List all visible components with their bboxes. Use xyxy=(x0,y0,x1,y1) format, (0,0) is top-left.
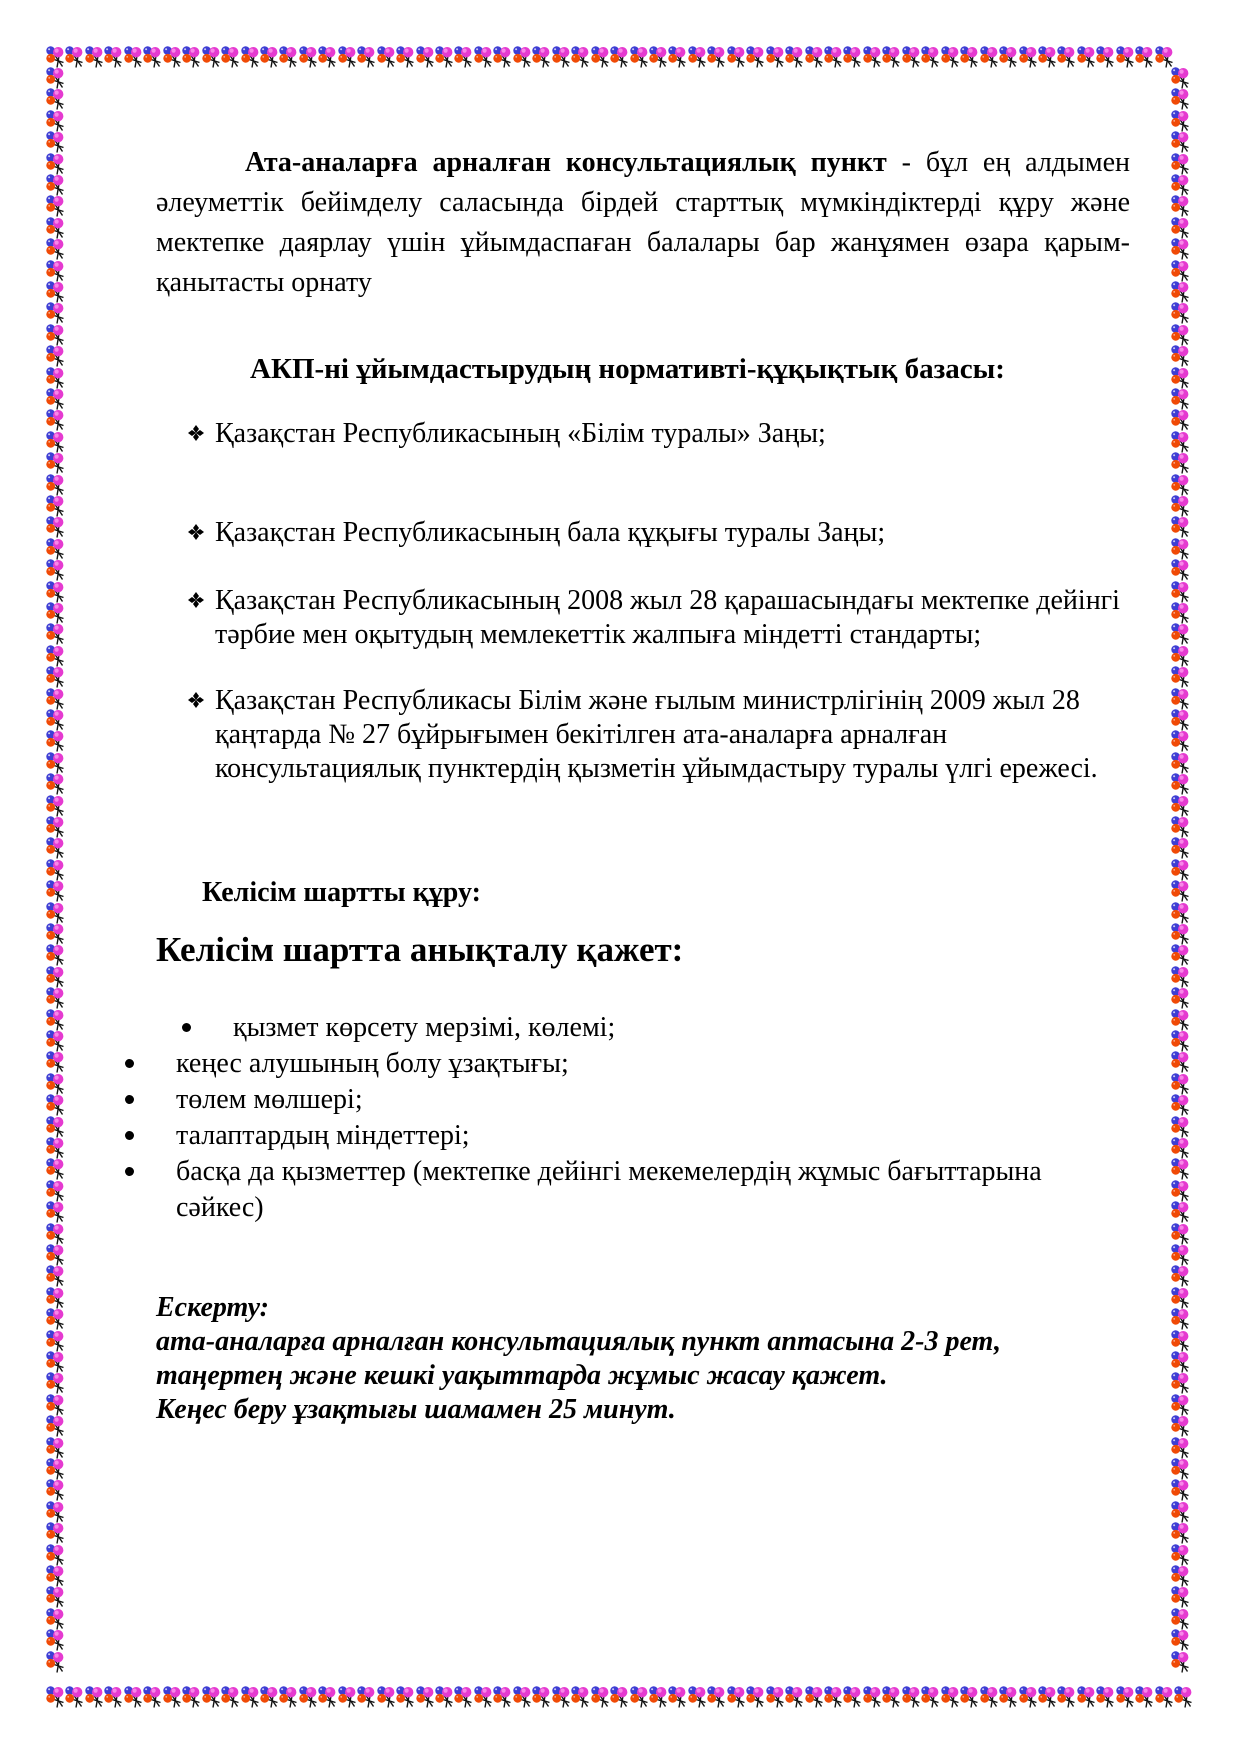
balloons-icon xyxy=(123,1686,146,1709)
balloons-icon xyxy=(1170,1629,1193,1652)
balloons-icon xyxy=(123,46,146,69)
balloons-icon xyxy=(1170,730,1193,753)
balloons-icon xyxy=(45,816,68,839)
balloons-icon xyxy=(45,302,68,325)
balloons-icon xyxy=(1170,816,1193,839)
balloons-icon xyxy=(45,923,68,946)
balloons-icon xyxy=(45,238,68,261)
intro-lead-bold: Ата-аналарға арналған консультациялық пункт xyxy=(245,147,887,178)
balloons-icon xyxy=(1037,1686,1060,1709)
balloons-icon xyxy=(45,345,68,368)
balloons-icon xyxy=(45,1686,68,1709)
balloons-icon xyxy=(1170,1116,1193,1139)
balloons-icon xyxy=(45,110,68,133)
balloons-icon xyxy=(45,837,68,860)
balloons-icon xyxy=(45,1308,68,1331)
balloons-icon xyxy=(45,452,68,475)
balloons-icon xyxy=(45,666,68,689)
list-item xyxy=(188,417,1130,451)
balloons-icon xyxy=(1154,46,1177,69)
balloons-icon xyxy=(45,409,68,432)
balloons-icon xyxy=(1170,1394,1193,1417)
list-item-text: Қазақстан Республикасының бала құқығы туралы Заңы; xyxy=(215,517,886,548)
balloons-icon xyxy=(629,1686,652,1709)
balloons-icon xyxy=(45,1287,68,1310)
balloons-icon xyxy=(687,1686,710,1709)
balloons-icon xyxy=(1170,88,1193,111)
balloons-icon xyxy=(1170,1565,1193,1588)
balloons-icon xyxy=(1170,645,1193,668)
balloons-icon xyxy=(45,795,68,818)
balloons-icon xyxy=(45,602,68,625)
balloons-icon xyxy=(823,1686,846,1709)
balloons-icon xyxy=(1170,602,1193,625)
balloons-icon xyxy=(45,1330,68,1353)
diamond-bullet-icon xyxy=(188,684,215,708)
balloons-icon xyxy=(1170,1073,1193,1096)
balloons-icon xyxy=(45,1437,68,1460)
balloons-icon xyxy=(1170,1501,1193,1524)
balloons-icon xyxy=(45,645,68,668)
balloons-icon xyxy=(45,859,68,882)
balloons-icon xyxy=(220,1686,243,1709)
intro-paragraph xyxy=(156,28,1130,303)
dot-bullet-icon xyxy=(125,1095,134,1104)
balloons-icon xyxy=(64,1686,87,1709)
balloons-icon xyxy=(45,1458,68,1481)
balloons-icon xyxy=(1170,345,1193,368)
balloons-icon xyxy=(1170,452,1193,475)
balloons-icon xyxy=(356,1686,379,1709)
balloons-icon xyxy=(1170,1372,1193,1395)
list-item-text: Қазақстан Республикасының 2008 жыл 28 қарашасындағы мектепке дейінгі тәрбие мен оқытудың мемлекеттік жалпыға міндетті стандарты; xyxy=(215,585,1120,650)
balloons-icon xyxy=(1154,1686,1177,1709)
balloons-icon xyxy=(1170,1287,1193,1310)
balloons-icon xyxy=(45,559,68,582)
balloons-icon xyxy=(45,1265,68,1288)
balloons-icon xyxy=(84,46,107,69)
dot-bullet-icon xyxy=(125,1059,134,1068)
list-item-text: Қазақстан Республикасы Білім және ғылым министрлігінің 2009 жыл 28 қаңтарда № 27 бұйрығымен бекітілген ата-аналарға арналған консультациялық пунктердің қызметін ұйымдастыру туралы үлгі ережесі. xyxy=(215,685,1098,784)
list-item-text: Қазақстан Республикасының «Білім туралы» Заңы; xyxy=(215,418,826,449)
balloons-icon xyxy=(901,1686,924,1709)
balloons-icon xyxy=(842,1686,865,1709)
balloons-icon xyxy=(45,217,68,240)
balloons-icon xyxy=(415,1686,438,1709)
balloons-icon xyxy=(1170,302,1193,325)
balloons-icon xyxy=(1170,495,1193,518)
contract-subheading: Келісім шартты құру: xyxy=(202,877,481,908)
dot-bullet-icon xyxy=(125,1131,134,1140)
balloons-icon xyxy=(862,1686,885,1709)
balloons-icon xyxy=(726,1686,749,1709)
legal-section-heading: АКП-ні ұйымдастырудың нормативті-құқықтық базасы: xyxy=(250,353,1005,385)
balloons-icon xyxy=(765,1686,788,1709)
balloons-icon xyxy=(45,174,68,197)
balloons-icon xyxy=(551,1686,574,1709)
balloons-icon xyxy=(609,1686,632,1709)
balloons-icon xyxy=(45,1223,68,1246)
balloons-icon xyxy=(1170,859,1193,882)
balloons-icon xyxy=(570,1686,593,1709)
contract-heading: Келісім шартта анықталу қажет: xyxy=(156,930,684,969)
balloons-icon xyxy=(45,1608,68,1631)
balloons-icon xyxy=(1170,260,1193,283)
list-item xyxy=(125,1118,1130,1154)
balloons-icon xyxy=(1018,1686,1041,1709)
balloons-icon xyxy=(45,1244,68,1267)
balloons-icon xyxy=(979,1686,1002,1709)
document-content xyxy=(156,0,1130,1427)
balloons-icon xyxy=(45,1116,68,1139)
list-item xyxy=(125,1154,1130,1226)
balloons-icon xyxy=(259,1686,282,1709)
balloons-icon xyxy=(45,495,68,518)
balloons-icon xyxy=(1170,324,1193,347)
balloons-icon xyxy=(1170,238,1193,261)
balloons-icon xyxy=(45,966,68,989)
balloons-icon xyxy=(142,1686,165,1709)
balloons-icon xyxy=(1170,153,1193,176)
balloons-icon xyxy=(1170,795,1193,818)
balloons-icon xyxy=(1170,902,1193,925)
balloons-icon xyxy=(1170,1437,1193,1460)
balloons-icon xyxy=(1170,1308,1193,1331)
balloons-icon xyxy=(45,1586,68,1609)
balloons-icon xyxy=(1173,1686,1196,1709)
balloons-icon xyxy=(1170,559,1193,582)
balloons-icon xyxy=(317,1686,340,1709)
balloons-icon xyxy=(45,1629,68,1652)
balloons-icon xyxy=(103,1686,126,1709)
balloons-icon xyxy=(1170,1351,1193,1374)
contract-list xyxy=(125,1010,1130,1226)
balloons-icon xyxy=(45,1372,68,1395)
balloons-icon xyxy=(1170,1030,1193,1053)
balloons-icon xyxy=(1170,944,1193,967)
balloons-icon xyxy=(590,1686,613,1709)
balloons-icon xyxy=(45,1180,68,1203)
balloons-icon xyxy=(45,581,68,604)
balloons-icon xyxy=(45,1501,68,1524)
balloons-icon xyxy=(1170,987,1193,1010)
balloons-icon xyxy=(1170,1051,1193,1074)
balloons-icon xyxy=(45,1522,68,1545)
balloons-icon xyxy=(45,1651,68,1674)
intro-text: - бұл ең алдымен әлеуметтік бейімделу саласында бірдей старттық мүмкіндіктерді құру және мектепке даярлау үшін ұйымдаспаған балалары бар жанұямен өзара қарым-қанытасты орнату xyxy=(156,147,1131,298)
balloons-icon xyxy=(45,944,68,967)
balloons-icon xyxy=(45,153,68,176)
balloons-icon xyxy=(648,1686,671,1709)
balloons-icon xyxy=(1134,1686,1157,1709)
balloons-icon xyxy=(45,987,68,1010)
balloons-icon xyxy=(959,1686,982,1709)
balloons-icon xyxy=(45,195,68,218)
balloons-icon xyxy=(1170,752,1193,775)
balloons-icon xyxy=(45,67,68,90)
dot-bullet-icon xyxy=(125,1167,134,1176)
balloons-icon xyxy=(45,752,68,775)
list-item xyxy=(188,584,1130,652)
balloons-icon xyxy=(1170,1586,1193,1609)
balloons-icon xyxy=(45,1394,68,1417)
balloons-icon xyxy=(1170,217,1193,240)
balloons-icon xyxy=(1170,581,1193,604)
balloons-icon xyxy=(45,538,68,561)
balloons-icon xyxy=(667,1686,690,1709)
balloons-icon xyxy=(45,688,68,711)
balloons-icon xyxy=(531,1686,554,1709)
balloons-icon xyxy=(998,1686,1021,1709)
balloons-icon xyxy=(45,260,68,283)
list-item xyxy=(188,516,1130,550)
balloons-icon xyxy=(881,1686,904,1709)
balloons-icon xyxy=(45,773,68,796)
balloons-icon xyxy=(1076,1686,1099,1709)
balloons-icon xyxy=(45,474,68,497)
balloons-icon xyxy=(45,1201,68,1224)
balloons-icon xyxy=(1134,46,1157,69)
list-item xyxy=(182,1010,1130,1046)
balloons-icon xyxy=(45,880,68,903)
balloons-icon xyxy=(512,1686,535,1709)
balloons-icon xyxy=(1170,923,1193,946)
list-item xyxy=(125,1046,1130,1082)
balloons-icon xyxy=(1115,1686,1138,1709)
list-item-text: төлем мөлшері; xyxy=(176,1084,363,1115)
diamond-bullet-icon xyxy=(188,516,215,540)
balloons-icon xyxy=(920,1686,943,1709)
balloons-icon xyxy=(940,1686,963,1709)
balloons-icon xyxy=(45,1051,68,1074)
balloons-icon xyxy=(45,88,68,111)
balloons-icon xyxy=(1170,1180,1193,1203)
balloons-icon xyxy=(45,1137,68,1160)
balloons-icon xyxy=(1170,709,1193,732)
balloons-icon xyxy=(376,1686,399,1709)
balloons-icon xyxy=(45,1073,68,1096)
balloons-icon xyxy=(84,1686,107,1709)
balloons-icon xyxy=(1170,623,1193,646)
balloons-icon xyxy=(1170,1415,1193,1438)
balloons-icon xyxy=(1170,688,1193,711)
list-item-text: басқа да қызметтер (мектепке дейінгі мекемелердің жұмыс бағыттарына сәйкес) xyxy=(176,1156,1042,1223)
balloons-icon xyxy=(1170,1158,1193,1181)
legal-list xyxy=(156,417,1130,786)
balloons-icon xyxy=(45,1009,68,1032)
balloons-icon xyxy=(45,1544,68,1567)
balloons-icon xyxy=(298,1686,321,1709)
balloons-icon xyxy=(45,367,68,390)
balloons-icon xyxy=(1170,174,1193,197)
balloons-icon xyxy=(1170,773,1193,796)
balloons-icon xyxy=(45,516,68,539)
list-item xyxy=(125,1082,1130,1118)
balloons-icon xyxy=(1170,474,1193,497)
balloons-icon xyxy=(1170,1265,1193,1288)
balloons-icon xyxy=(1170,388,1193,411)
balloons-icon xyxy=(45,1030,68,1053)
balloons-icon xyxy=(45,623,68,646)
balloons-icon xyxy=(1170,1223,1193,1246)
balloons-icon xyxy=(45,131,68,154)
balloons-icon xyxy=(1170,1094,1193,1117)
balloons-icon xyxy=(1170,1522,1193,1545)
balloons-icon xyxy=(1170,666,1193,689)
note-line: Кеңес беру ұзақтығы шамамен 25 минут. xyxy=(156,1394,676,1425)
balloons-icon xyxy=(1170,1651,1193,1674)
balloons-icon xyxy=(45,1479,68,1502)
balloons-icon xyxy=(453,1686,476,1709)
balloons-icon xyxy=(1170,367,1193,390)
balloons-icon xyxy=(784,1686,807,1709)
balloons-icon xyxy=(45,281,68,304)
list-item-text: талаптардың міндеттері; xyxy=(176,1120,470,1151)
balloons-icon xyxy=(473,1686,496,1709)
balloons-icon xyxy=(1170,67,1193,90)
balloons-icon xyxy=(1170,1009,1193,1032)
balloons-icon xyxy=(45,730,68,753)
balloons-icon xyxy=(201,1686,224,1709)
list-item xyxy=(188,684,1130,786)
balloons-icon xyxy=(1170,1544,1193,1567)
balloons-icon xyxy=(181,1686,204,1709)
diamond-bullet-icon xyxy=(188,584,215,608)
balloons-icon xyxy=(1056,1686,1079,1709)
balloons-icon xyxy=(45,46,68,69)
balloons-icon xyxy=(45,388,68,411)
note-title: Ескерту: xyxy=(156,1292,269,1323)
balloons-icon xyxy=(337,1686,360,1709)
balloons-icon xyxy=(45,1565,68,1588)
balloons-icon xyxy=(1170,880,1193,903)
balloons-icon xyxy=(1170,131,1193,154)
balloons-icon xyxy=(45,431,68,454)
balloons-icon xyxy=(278,1686,301,1709)
balloons-icon xyxy=(804,1686,827,1709)
list-item-text: кеңес алушының болу ұзақтығы; xyxy=(176,1048,569,1079)
balloons-icon xyxy=(1170,1458,1193,1481)
note-block xyxy=(156,1291,1130,1427)
balloons-icon xyxy=(103,46,126,69)
balloons-icon xyxy=(1170,1479,1193,1502)
balloons-icon xyxy=(45,1351,68,1374)
balloons-icon xyxy=(45,1094,68,1117)
balloons-icon xyxy=(45,902,68,925)
balloons-icon xyxy=(1170,409,1193,432)
balloons-icon xyxy=(45,324,68,347)
balloons-icon xyxy=(1170,538,1193,561)
balloons-icon xyxy=(1170,1330,1193,1353)
balloons-icon xyxy=(395,1686,418,1709)
balloons-icon xyxy=(1170,516,1193,539)
balloons-icon xyxy=(162,1686,185,1709)
balloons-icon xyxy=(706,1686,729,1709)
diamond-bullet-icon xyxy=(188,417,215,441)
list-item-text: қызмет көрсету мерзімі, көлемі; xyxy=(233,1012,616,1043)
balloons-icon xyxy=(1170,966,1193,989)
balloons-icon xyxy=(1170,1137,1193,1160)
balloons-icon xyxy=(64,46,87,69)
balloons-icon xyxy=(1095,1686,1118,1709)
balloons-icon xyxy=(1170,281,1193,304)
balloons-icon xyxy=(745,1686,768,1709)
balloons-icon xyxy=(492,1686,515,1709)
note-line: таңертең және кешкі уақыттарда жұмыс жасау қажет. xyxy=(156,1360,888,1391)
balloons-icon xyxy=(45,1415,68,1438)
balloons-icon xyxy=(45,709,68,732)
balloons-icon xyxy=(1170,195,1193,218)
balloons-icon xyxy=(45,1158,68,1181)
dot-bullet-icon xyxy=(182,1023,191,1032)
note-line: ата-аналарға арналған консультациялық пункт аптасына 2-3 рет, xyxy=(156,1326,1001,1357)
balloons-icon xyxy=(1170,110,1193,133)
balloons-icon xyxy=(1170,431,1193,454)
balloons-icon xyxy=(1170,837,1193,860)
balloons-icon xyxy=(434,1686,457,1709)
balloons-icon xyxy=(240,1686,263,1709)
balloons-icon xyxy=(1170,1201,1193,1224)
balloons-icon xyxy=(1170,1608,1193,1631)
balloons-icon xyxy=(1170,1244,1193,1267)
